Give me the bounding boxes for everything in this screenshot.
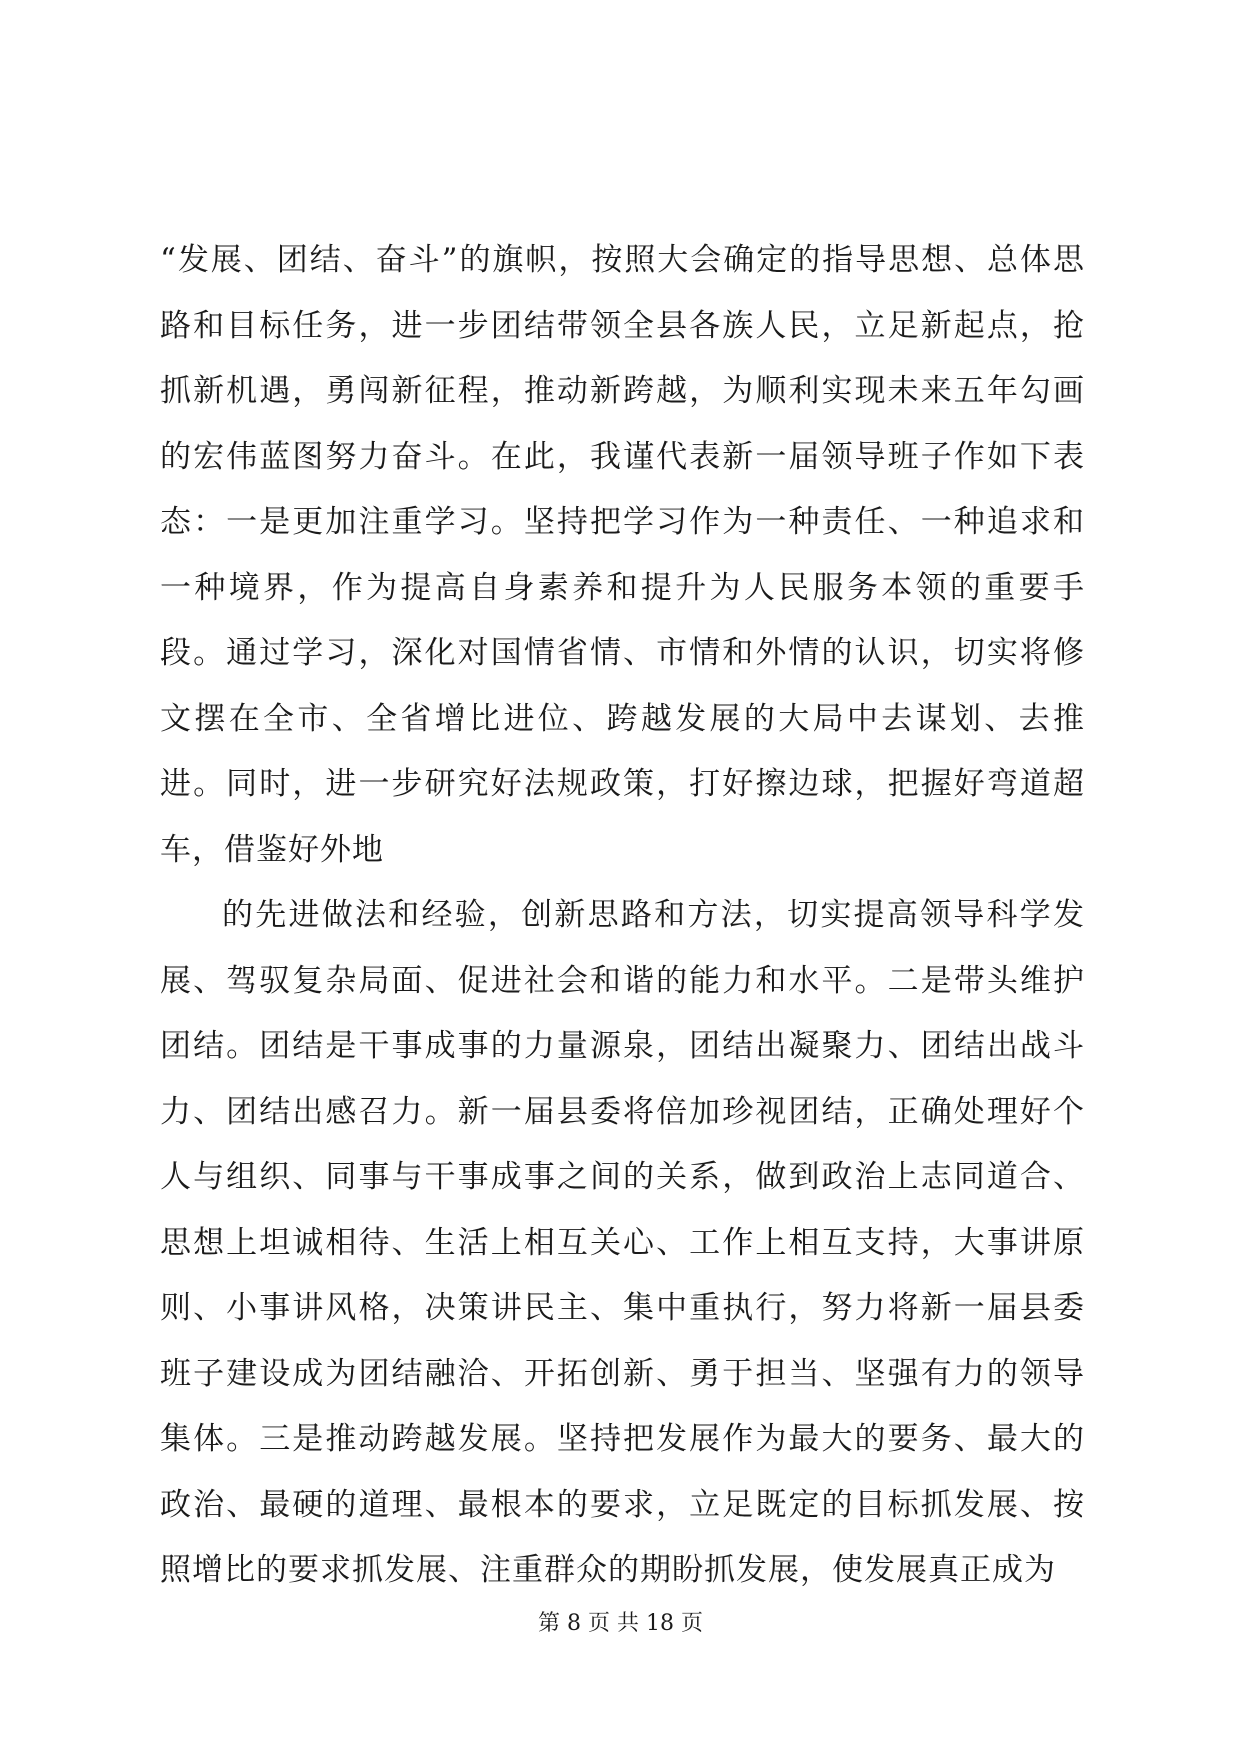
page-footer (0, 1606, 1241, 1637)
document-body (160, 228, 1085, 1604)
page-number: 第 8 页 共 18 页 (538, 1611, 703, 1636)
paragraph-1: “发展、团结、奋斗”的旗帜，按照大会确定的指导思想、总体思路和目标任务，进一步团结带领全县各族人民，立足新起点，抢抓新机遇，勇闯新征程，推动新跨越，为顺利实现未来五年勾画的宏伟蓝图努力奋斗。在此，我谨代表新一届领导班子作如下表态：一是更加注重学习。坚持把学习作为一种责任、一种追求和一种境界，作为提高自身素养和提升为人民服务本领的重要手段。通过学习，深化对国情省情、市情和外情的认识，切实将修文摆在全市、全省增比进位、跨越发展的大局中去谋划、去推进。同时，进一步研究好法规政策，打好擦边球，把握好弯道超车，借鉴好外地 (160, 242, 1085, 868)
paragraph-2: 的先进做法和经验，创新思路和方法，切实提高领导科学发展、驾驭复杂局面、促进社会和谐的能力和水平。二是带头维护团结。团结是干事成事的力量源泉，团结出凝聚力、团结出战斗力、团结出感召力。新一届县委将倍加珍视团结，正确处理好个人与组织、同事与干事成事之间的关系，做到政治上志同道合、思想上坦诚相待、生活上相互关心、工作上相互支持，大事讲原则、小事讲风格，决策讲民主、集中重执行，努力将新一届县委班子建设成为团结融洽、开拓创新、勇于担当、坚强有力的领导集体。三是推动跨越发展。坚持把发展作为最大的要务、最大的政治、最硬的道理、最根本的要求，立足既定的目标抓发展、按照增比的要求抓发展、注重群众的期盼抓发展，使发展真正成为 (160, 897, 1085, 1588)
